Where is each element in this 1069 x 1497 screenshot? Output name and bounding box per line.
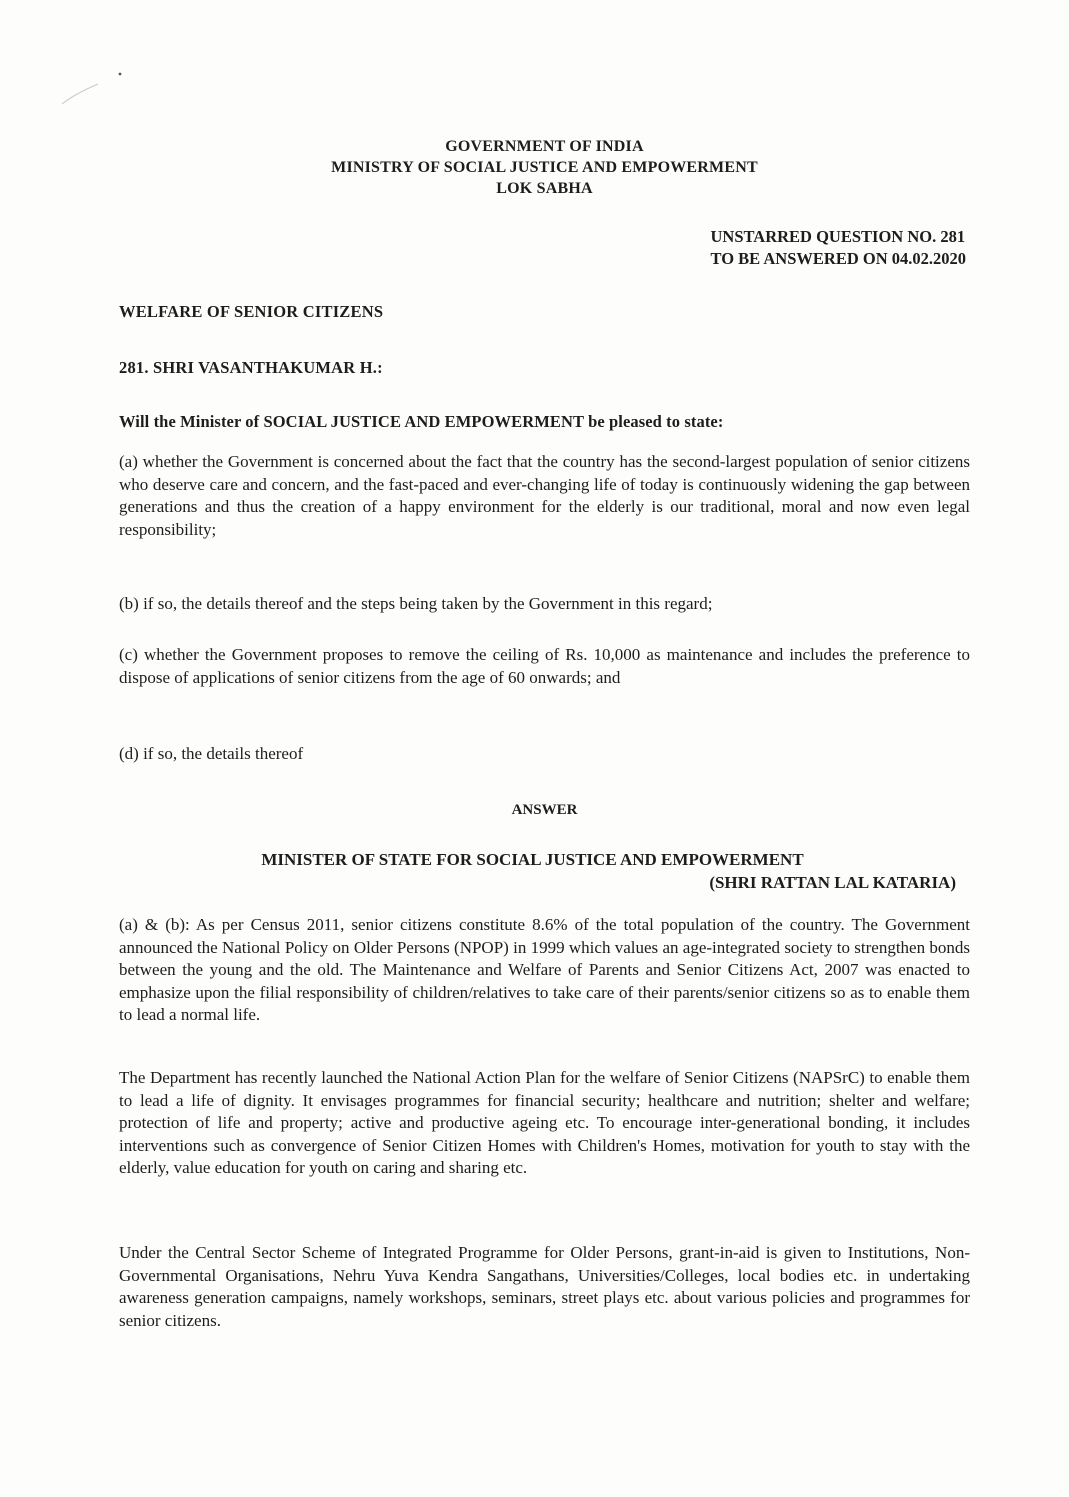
question-part-a: (a) whether the Government is concerned about the fact that the country has the second-largest population of senior citizens who deserve care and concern, and the fast-paced and ever-changing life of today is continuously widening the gap between generations and thus the creation of a happy environment for the elderly is our traditional, moral and now even legal responsibility; [119,452,970,539]
answer-paragraph-3: Under the Central Sector Scheme of Integrated Programme for Older Persons, grant-in-aid is given to Institutions, Non-Governmental Organisations, Nehru Yuva Kendra Sangathans, Universities/Colleges, local bodies etc. in undertaking awareness generation campaigns, namely workshops, seminars, street plays etc. about various policies and programmes for senior citizens. [119,1243,970,1330]
minister-block [119,848,970,894]
question-subject: WELFARE OF SENIOR CITIZENS [119,302,384,321]
answer-date: TO BE ANSWERED ON 04.02.2020 [710,249,966,268]
scan-smudge-mark [58,68,128,108]
answer-paragraph-2: The Department has recently launched the National Action Plan for the welfare of Senior Citizens (NAPSrC) to enable them to lead a life of dignity. It envisages programmes for financial security; healthcare and nutrition; shelter and welfare; protection of life and property; active and productive ageing etc. To encourage inter-generational bonding, it includes interventions such as convergence of Senior Citizen Homes with Children's Homes, motivation for youth to stay with the elderly, value education for youth on caring and sharing etc. [119,1068,970,1177]
question-intro: Will the Minister of SOCIAL JUSTICE AND EMPOWERMENT be pleased to state: [119,412,724,431]
question-number: UNSTARRED QUESTION NO. 281 [710,227,966,246]
question-part-c: (c) whether the Government proposes to remove the ceiling of Rs. 10,000 as maintenance and includes the preference to dispose of applications of senior citizens from the age of 60 onwards; and [119,645,970,687]
question-part-d: (d) if so, the details thereof [119,744,304,763]
answer-paragraph-1: (a) & (b): As per Census 2011, senior citizens constitute 8.6% of the total population of the country. The Government announced the National Policy on Older Persons (NPOP) in 1999 which values an age-integrated society to strengthen bonds between the young and the old. The Maintenance and Welfare of Parents and Senior Citizens Act, 2007 was enacted to emphasize upon the filial responsibility of children/relatives to take care of their parents/senior citizens so as to enable them to lead a normal life. [119,915,970,1024]
answer-heading: ANSWER [511,802,578,818]
header-government: GOVERNMENT OF INDIA [445,138,644,155]
member-name: 281. SHRI VASANTHAKUMAR H.: [119,358,383,377]
question-info [711,226,967,270]
header-ministry: MINISTRY OF SOCIAL JUSTICE AND EMPOWERMENT [331,159,758,176]
header-house: LOK SABHA [496,180,593,197]
minister-title: MINISTER OF STATE FOR SOCIAL JUSTICE AND EMPOWERMENT [261,850,804,869]
question-part-b: (b) if so, the details thereof and the steps being taken by the Government in this regard; [119,594,713,613]
minister-name: (SHRI RATTAN LAL KATARIA) [709,873,956,892]
document-header [119,136,970,199]
